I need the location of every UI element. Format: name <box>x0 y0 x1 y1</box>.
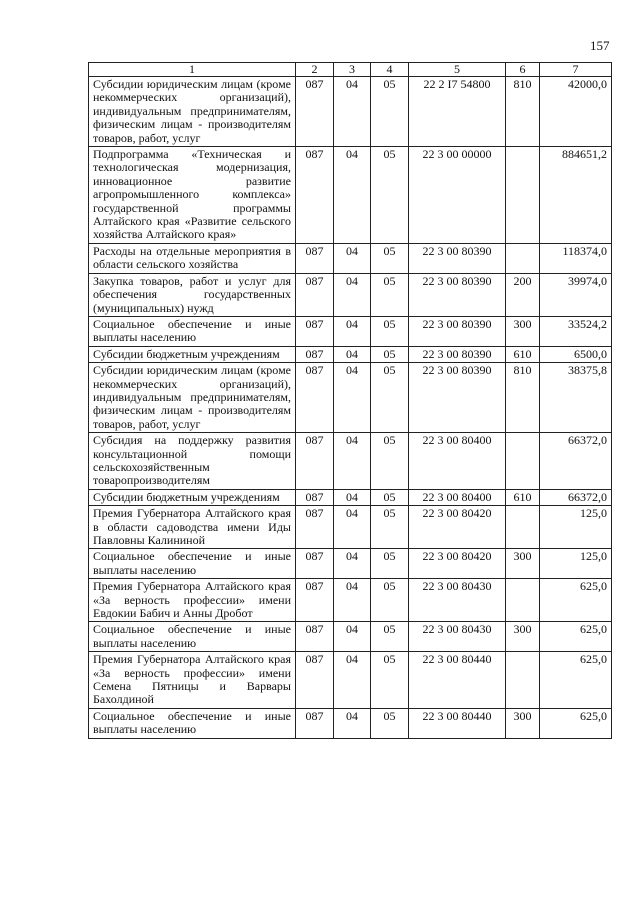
section-code-cell: 04 <box>334 147 371 244</box>
table-row <box>89 147 612 244</box>
section-code-cell: 04 <box>334 243 371 273</box>
expense-type-cell: 300 <box>506 708 540 738</box>
section-code-cell: 04 <box>334 506 371 549</box>
section-code-cell: 04 <box>334 489 371 505</box>
subsection-code-cell: 05 <box>371 147 409 244</box>
ministry-code-cell: 087 <box>296 622 334 652</box>
ministry-code-cell: 087 <box>296 506 334 549</box>
header-row <box>89 63 612 77</box>
amount-cell: 39974,0 <box>540 273 612 316</box>
expense-name-cell: Социальное обеспечение и иные выплаты населению <box>89 316 296 346</box>
expense-type-cell <box>506 147 540 244</box>
target-article-cell: 22 3 00 80400 <box>409 433 506 490</box>
expense-type-cell: 810 <box>506 363 540 433</box>
amount-cell: 66372,0 <box>540 489 612 505</box>
expense-name-cell: Субсидии бюджетным учреждениям <box>89 346 296 362</box>
expense-name-cell: Расходы на отдельные мероприятия в области сельского хозяйства <box>89 243 296 273</box>
table-row <box>89 433 612 490</box>
target-article-cell: 22 3 00 80420 <box>409 506 506 549</box>
header-cell-3: 3 <box>334 63 371 77</box>
subsection-code-cell: 05 <box>371 346 409 362</box>
expense-type-cell <box>506 579 540 622</box>
amount-cell: 38375,8 <box>540 363 612 433</box>
expense-type-cell: 200 <box>506 273 540 316</box>
expense-name-cell: Подпрограмма «Техническая и технологическая модернизация, инновационное развитие агропромышленного комплекса» государственной программы Алтайского края «Развитие сельского хозяйства Алтайского края» <box>89 147 296 244</box>
target-article-cell: 22 3 00 00000 <box>409 147 506 244</box>
ministry-code-cell: 087 <box>296 77 334 147</box>
section-code-cell: 04 <box>334 433 371 490</box>
amount-cell: 42000,0 <box>540 77 612 147</box>
ministry-code-cell: 087 <box>296 363 334 433</box>
amount-cell: 125,0 <box>540 506 612 549</box>
target-article-cell: 22 3 00 80390 <box>409 346 506 362</box>
subsection-code-cell: 05 <box>371 77 409 147</box>
ministry-code-cell: 087 <box>296 433 334 490</box>
subsection-code-cell: 05 <box>371 549 409 579</box>
expense-type-cell: 810 <box>506 77 540 147</box>
ministry-code-cell: 087 <box>296 579 334 622</box>
section-code-cell: 04 <box>334 346 371 362</box>
table-row <box>89 363 612 433</box>
expense-name-cell: Субсидии бюджетным учреждениям <box>89 489 296 505</box>
subsection-code-cell: 05 <box>371 316 409 346</box>
subsection-code-cell: 05 <box>371 708 409 738</box>
expense-type-cell <box>506 243 540 273</box>
target-article-cell: 22 3 00 80390 <box>409 363 506 433</box>
table-row <box>89 346 612 362</box>
subsection-code-cell: 05 <box>371 243 409 273</box>
section-code-cell: 04 <box>334 579 371 622</box>
subsection-code-cell: 05 <box>371 433 409 490</box>
target-article-cell: 22 3 00 80440 <box>409 652 506 709</box>
header-cell-7: 7 <box>540 63 612 77</box>
subsection-code-cell: 05 <box>371 652 409 709</box>
target-article-cell: 22 3 00 80430 <box>409 579 506 622</box>
target-article-cell: 22 2 I7 54800 <box>409 77 506 147</box>
target-article-cell: 22 3 00 80390 <box>409 316 506 346</box>
table-row <box>89 579 612 622</box>
expense-name-cell: Социальное обеспечение и иные выплаты населению <box>89 708 296 738</box>
expense-name-cell: Премия Губернатора Алтайского края в области садоводства имени Иды Павловны Калининой <box>89 506 296 549</box>
page-number: 157 <box>590 38 610 53</box>
expense-name-cell: Премия Губернатора Алтайского края «За верность профессии» имени Евдокии Бабич и Анны Дробот <box>89 579 296 622</box>
amount-cell: 625,0 <box>540 708 612 738</box>
expense-type-cell: 300 <box>506 316 540 346</box>
table-body <box>89 77 612 739</box>
section-code-cell: 04 <box>334 708 371 738</box>
expense-name-cell: Субсидия на поддержку развития консультационной помощи сельскохозяйственным товаропроизводителям <box>89 433 296 490</box>
target-article-cell: 22 3 00 80440 <box>409 708 506 738</box>
ministry-code-cell: 087 <box>296 273 334 316</box>
section-code-cell: 04 <box>334 273 371 316</box>
amount-cell: 625,0 <box>540 622 612 652</box>
expense-name-cell: Премия Губернатора Алтайского края «За верность профессии» имени Семена Пятницы и Варвары Бахолдиной <box>89 652 296 709</box>
table-row <box>89 622 612 652</box>
ministry-code-cell: 087 <box>296 708 334 738</box>
section-code-cell: 04 <box>334 363 371 433</box>
target-article-cell: 22 3 00 80420 <box>409 549 506 579</box>
expense-type-cell <box>506 433 540 490</box>
expense-type-cell: 610 <box>506 489 540 505</box>
table-row <box>89 273 612 316</box>
amount-cell: 6500,0 <box>540 346 612 362</box>
table-row <box>89 506 612 549</box>
subsection-code-cell: 05 <box>371 506 409 549</box>
budget-table <box>88 62 612 739</box>
target-article-cell: 22 3 00 80390 <box>409 243 506 273</box>
subsection-code-cell: 05 <box>371 579 409 622</box>
amount-cell: 118374,0 <box>540 243 612 273</box>
expense-type-cell: 300 <box>506 549 540 579</box>
table-row <box>89 77 612 147</box>
expense-type-cell <box>506 506 540 549</box>
table-row <box>89 243 612 273</box>
expense-type-cell <box>506 652 540 709</box>
expense-name-cell: Субсидии юридическим лицам (кроме некоммерческих организаций), индивидуальным предпринимателям, физическим лицам - производителям товаров, работ, услуг <box>89 77 296 147</box>
amount-cell: 33524,2 <box>540 316 612 346</box>
section-code-cell: 04 <box>334 549 371 579</box>
expense-name-cell: Социальное обеспечение и иные выплаты населению <box>89 622 296 652</box>
ministry-code-cell: 087 <box>296 243 334 273</box>
expense-type-cell: 300 <box>506 622 540 652</box>
table-row <box>89 652 612 709</box>
table-row <box>89 489 612 505</box>
table-row <box>89 549 612 579</box>
amount-cell: 625,0 <box>540 652 612 709</box>
header-cell-2: 2 <box>296 63 334 77</box>
header-cell-5: 5 <box>409 63 506 77</box>
subsection-code-cell: 05 <box>371 363 409 433</box>
ministry-code-cell: 087 <box>296 489 334 505</box>
amount-cell: 625,0 <box>540 579 612 622</box>
amount-cell: 125,0 <box>540 549 612 579</box>
expense-name-cell: Социальное обеспечение и иные выплаты населению <box>89 549 296 579</box>
target-article-cell: 22 3 00 80390 <box>409 273 506 316</box>
expense-name-cell: Субсидии юридическим лицам (кроме некоммерческих организаций), индивидуальным предпринимателям, физическим лицам - производителям товаров, работ, услуг <box>89 363 296 433</box>
header-cell-6: 6 <box>506 63 540 77</box>
ministry-code-cell: 087 <box>296 316 334 346</box>
amount-cell: 66372,0 <box>540 433 612 490</box>
ministry-code-cell: 087 <box>296 652 334 709</box>
subsection-code-cell: 05 <box>371 273 409 316</box>
ministry-code-cell: 087 <box>296 147 334 244</box>
expense-type-cell: 610 <box>506 346 540 362</box>
table-row <box>89 316 612 346</box>
section-code-cell: 04 <box>334 652 371 709</box>
table-row <box>89 708 612 738</box>
subsection-code-cell: 05 <box>371 489 409 505</box>
target-article-cell: 22 3 00 80430 <box>409 622 506 652</box>
target-article-cell: 22 3 00 80400 <box>409 489 506 505</box>
section-code-cell: 04 <box>334 316 371 346</box>
header-cell-4: 4 <box>371 63 409 77</box>
amount-cell: 884651,2 <box>540 147 612 244</box>
section-code-cell: 04 <box>334 622 371 652</box>
ministry-code-cell: 087 <box>296 346 334 362</box>
ministry-code-cell: 087 <box>296 549 334 579</box>
section-code-cell: 04 <box>334 77 371 147</box>
header-cell-1: 1 <box>89 63 296 77</box>
expense-name-cell: Закупка товаров, работ и услуг для обеспечения государственных (муниципальных) нужд <box>89 273 296 316</box>
subsection-code-cell: 05 <box>371 622 409 652</box>
